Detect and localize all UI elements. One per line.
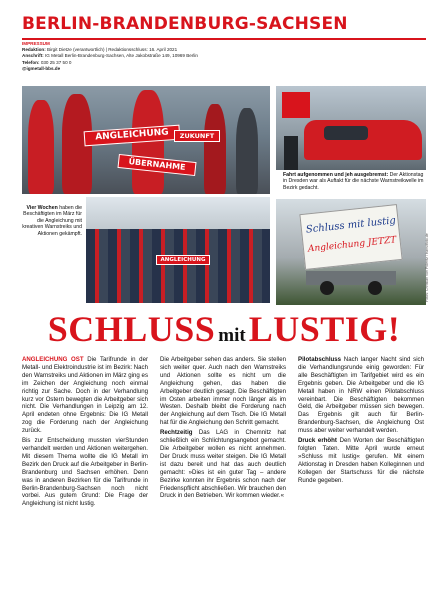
caption-left-bold: Vier Wochen (26, 205, 58, 211)
article-column-3 (298, 356, 424, 487)
paragraph-text: Die Tarifrunde in der Metall- und Elektroindustrie ist im Bezirk: Nach den Warnstreiks und Aktionen im März ging es im Zeichen der Angleichung noch einmal richtig zur Sache. Doch in der Verhandlung kurz vor Ostern bewegten die Arbeitgeber sich nicht. Die Verhandlungen in Leipzig am 12. April endeten ohne Ergebnis: Die IG Metall zog die Forderung nach der Angleichung zurück. (22, 356, 148, 435)
kicker-druck-erhoeht: Druck erhöht (298, 437, 337, 445)
photo-flag (282, 92, 310, 118)
headline-part2: mit (218, 325, 246, 346)
paragraph-text: Den Worten der Beschäftigten folgten Taten. Mitte April wurde erneut »Schluss mit lustig« gerufen. Mit einem Aktionstag in Dresden haben Kolleginnen und Kollegen der Startschuss für die nächste Runde gegeben. (298, 437, 424, 484)
paragraph (22, 437, 148, 508)
headline-part1: SCHLUSS (47, 309, 216, 349)
photo-wheel (368, 281, 382, 295)
caption-left-text: haben die Beschäftigten im März für die Angleichung mit kreativen Warnstreiks und Aktionen gekämpft. (22, 205, 82, 237)
caption-right-text: Der Aktionstag in Dresden war als Auftakt für die nächste Warnstreikwelle im Bezirk gedacht. (283, 172, 424, 191)
imprint-label: IMPRESSUM (22, 41, 50, 46)
imprint-key-phone: Telefon: (22, 59, 40, 65)
paragraph-text: Das LAG in Chemnitz hat schließlich ein Schlichtungsangebot gemacht. Die Arbeitgeber wollen es nicht annehmen. Der Druck muss weiter steigen. Die IG Metall ist dazu bereit und hat das auch deutlich gemacht: »Dies ist ein guter Tag – andere Bezirke konnten ihr Ergebnis schon nach der Friedenspflicht abschließen. Wir brauchen den Druck in den Betrieben. Wir kommen wieder.« (160, 429, 286, 500)
imprint-value-phone: 030 25 37 50 0 (40, 59, 72, 65)
sign-text-line1: Schluss mit lustig (305, 215, 397, 236)
photo-wheel (320, 281, 334, 295)
imprint-value-editorial: Birgit Dietze (verantwortlich) | Redaktionsschluss: 16. April 2021 (47, 47, 178, 53)
caption-right-bold: Fahrt aufgenommen und jeh ausgebremst: (283, 172, 389, 178)
sign-text-line2: Angleichung JETZT (307, 235, 397, 255)
header-divider (22, 38, 426, 40)
paragraph-text: Bis zur Entscheidung mussten vierStunden verhandelt werden und Aktionen weitergehen. Mit diesem Thema wollte die IG Metall im Bezirk den Druck auf die Arbeitgeber in Berlin-Brandenburg und Sachsen erhöhen. Denn was in anderen Bezirken für die Tarifrunde in Berlin-Brandenburg-Sachsen noch nicht vorbei. Aus gutem Grund: Die Frage der Angleichung ist nicht lustig. (22, 437, 148, 508)
article-column-2 (160, 356, 286, 502)
kicker-rechtzeitig: Rechtzeitig (160, 429, 193, 437)
caption-left (22, 205, 82, 237)
photo-rally-vehicle (276, 86, 426, 170)
section-title: BERLIN-BRANDENBURG-SACHSEN (22, 14, 348, 34)
article-column-1 (22, 356, 148, 510)
imprint-key-address: Anschrift: (22, 53, 44, 59)
imprint-key-editorial: Redaktion: (22, 47, 46, 53)
photo-person (204, 104, 226, 194)
photo-trailer (306, 271, 396, 285)
headline-part3: LUSTIG! (248, 309, 401, 349)
kicker-angleichung-ost: ANGLEICHUNG OST (22, 356, 84, 363)
sign-uebernahme: ÜBERNAHME (117, 154, 196, 176)
caption-right (283, 172, 426, 191)
photo-crowd-rally (86, 197, 270, 303)
photo-crowd (86, 229, 270, 303)
paragraph (160, 356, 286, 427)
sign-angleichung: ANGLEICHUNG (84, 125, 181, 147)
photo-sign-board (299, 204, 402, 270)
paragraph (298, 356, 424, 435)
imprint-block (22, 41, 232, 72)
kicker-pilotabschluss: Pilotabschluss (298, 356, 342, 363)
paragraph (298, 437, 424, 484)
article-headline (22, 308, 426, 350)
photo-credit: Fotos: Christian von Polentz / transitfoto.de (425, 233, 429, 302)
photo-car-window (324, 126, 368, 140)
paragraph (22, 356, 148, 435)
photo-demonstration-signs (22, 86, 270, 194)
photo-person (236, 108, 258, 194)
imprint-value-address: IG Metall Berlin-Brandenburg-Sachsen, Alte Jakobstraße 149, 10969 Berlin (44, 53, 198, 59)
paragraph-text: Nach langer Nacht sind sich die Verhandlungsrunde einig geworden: Für alle Beschäftigten im Tarifgebiet wird es ein Ergebnis geben. Die Arbeitgeber und die IG Metall haben in NRW einen Pilotabschluss vereinbart. Die Beschäftigten bekommen Geld, die Arbeitgeber müssen sich bewegen. Das Ergebnis gilt auch für Berlin-Brandenburg-Sachsen, die Angleichung Ost muss aber weiter verhandelt werden. (298, 356, 424, 435)
paragraph-text: Die Arbeitgeber sehen das anders. Sie stellen sich weiter quer. Auch nach den Warnstreiks und Aktionen sollte es nicht um die Angleichung gehen, das haben die Arbeitgeber deutlich gesagt. Die Beschäftigten im Osten arbeiten immer noch länger als im Westen. Deshalb bleibt die Forderung nach der Angleichung auf dem Tisch. Die IG Metall hat für die Angleichung den Schritt gemacht. (160, 356, 286, 427)
photo-handwritten-sign (276, 199, 426, 305)
sign-zukunft: ZUKUNFT (174, 130, 220, 142)
section-header (22, 14, 426, 44)
photo-person (284, 136, 298, 170)
sign-angleichung-crowd: ANGLEICHUNG (156, 255, 210, 265)
imprint-email: @igmetall-bbs.de (22, 65, 61, 71)
photo-person (28, 100, 54, 194)
paragraph (160, 429, 286, 500)
